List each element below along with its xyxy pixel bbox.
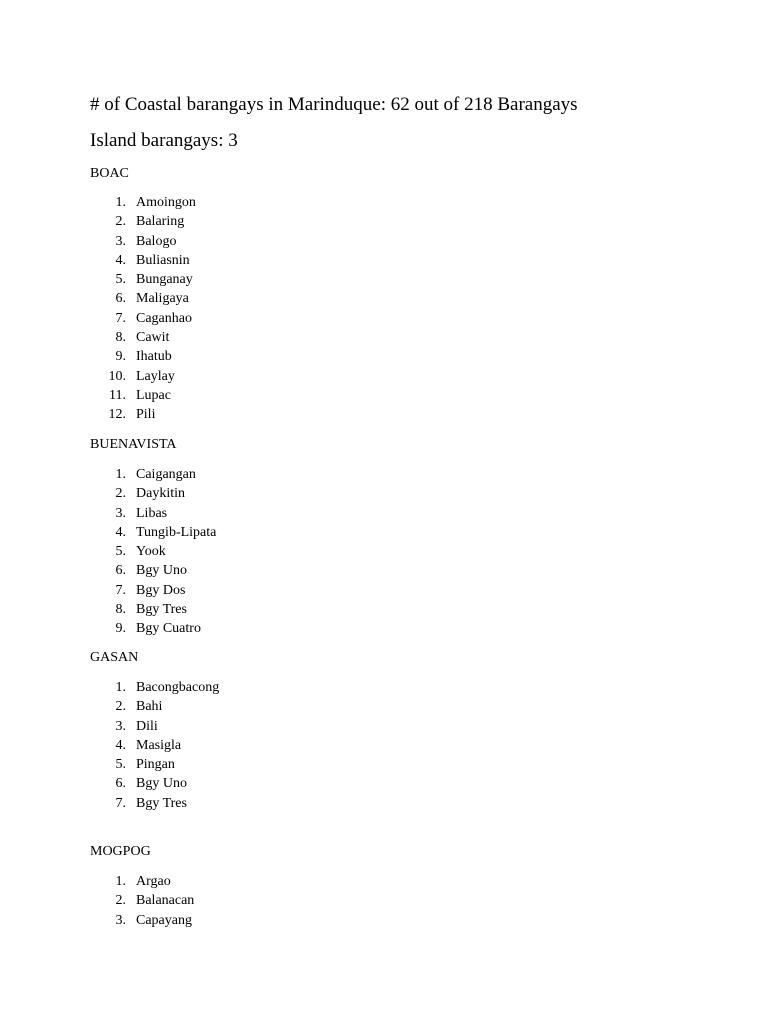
list-item	[100, 600, 216, 619]
list-item	[100, 561, 216, 580]
list-item-label: Argao	[136, 874, 171, 889]
list-item-number: 5.	[115, 544, 126, 560]
list-item-number: 3.	[115, 233, 126, 249]
list-item-label: Yook	[136, 544, 166, 560]
list-item-label: Bgy Dos	[136, 582, 186, 598]
list-item-label: Balogo	[136, 233, 177, 249]
list-item	[100, 309, 196, 328]
list-item-label: Cawit	[136, 330, 170, 346]
list-item-label: Bunganay	[136, 272, 193, 288]
list-item-number: 9.	[115, 621, 126, 637]
list-item-number: 6.	[115, 291, 126, 307]
list-item-label: Daykitin	[136, 486, 185, 502]
list-item-number: 7.	[115, 582, 126, 598]
list-item-number: 7.	[115, 310, 126, 326]
list-item-number: 2.	[115, 699, 126, 715]
list-item	[100, 774, 219, 793]
list-item-number: 5.	[115, 757, 126, 773]
list-item-number: 12.	[108, 407, 126, 423]
coastal-barangays-heading: # of Coastal barangays in Marinduque: 62 out of 218 Barangays	[90, 94, 578, 115]
list-item-label: Bgy Cuatro	[136, 621, 201, 637]
list-item-label: Pili	[136, 407, 156, 423]
list-item	[100, 717, 219, 736]
list-item-label: Libas	[136, 505, 168, 521]
list-item-number: 11.	[109, 387, 126, 403]
list-item-label: Masigla	[136, 737, 182, 753]
list-item-number: 9.	[115, 349, 126, 365]
island-barangays-heading: Island barangays: 3	[90, 130, 238, 151]
list-item-label: Caganhao	[136, 310, 192, 326]
list-item-number: 1.	[115, 680, 126, 695]
list-item-number: 4.	[115, 524, 126, 540]
list-item-label: Bacongbacong	[136, 680, 220, 695]
list-item	[100, 289, 196, 308]
list-item-number: 5.	[115, 272, 126, 288]
list-item-number: 2.	[115, 486, 126, 502]
list-item	[100, 347, 196, 366]
list-item	[100, 484, 216, 503]
list-item-label: Buliasnin	[136, 252, 190, 268]
list-item-number: 1.	[115, 874, 126, 889]
list-item-label: Pingan	[136, 757, 175, 773]
list-item	[100, 736, 219, 755]
list-item	[100, 542, 216, 561]
list-item	[100, 911, 194, 930]
list-item	[100, 678, 219, 697]
list-item-number: 7.	[115, 795, 126, 811]
list-item	[100, 891, 194, 910]
list-item-number: 3.	[115, 912, 126, 928]
list-item	[100, 581, 216, 600]
list-item-label: Bgy Uno	[136, 563, 187, 579]
list-item-number: 3.	[115, 505, 126, 521]
list-item-number: 4.	[115, 737, 126, 753]
list-item-number: 2.	[115, 214, 126, 230]
section-title-mogpog: MOGPOG	[90, 844, 151, 859]
list-item-label: Amoingon	[136, 195, 196, 210]
list-item	[100, 794, 219, 813]
list-item-number: 6.	[115, 563, 126, 579]
barangay-list-boac	[100, 193, 196, 425]
list-item	[100, 251, 196, 270]
barangay-list-gasan	[100, 678, 219, 813]
list-item-number: 4.	[115, 252, 126, 268]
section-title-boac: BOAC	[90, 166, 129, 181]
list-item	[100, 367, 196, 386]
list-item-number: 2.	[115, 893, 126, 909]
list-item-label: Maligaya	[136, 291, 189, 307]
list-item-number: 3.	[115, 718, 126, 734]
list-item	[100, 755, 219, 774]
list-item-label: Lupac	[136, 387, 171, 403]
list-item	[100, 212, 196, 231]
list-item-number: 1.	[115, 195, 126, 210]
list-item	[100, 523, 216, 542]
list-item	[100, 232, 196, 251]
list-item-number: 10.	[108, 368, 126, 384]
barangay-list-mogpog	[100, 872, 194, 930]
list-item	[100, 504, 216, 523]
barangay-list-buenavista	[100, 465, 216, 639]
list-item	[100, 328, 196, 347]
list-item-label: Bgy Tres	[136, 795, 187, 811]
list-item-number: 1.	[115, 467, 126, 482]
list-item-number: 8.	[115, 330, 126, 346]
list-item	[100, 465, 216, 484]
list-item	[100, 872, 194, 891]
list-item-label: Bgy Uno	[136, 776, 187, 792]
list-item-label: Laylay	[136, 368, 175, 384]
list-item-label: Caigangan	[136, 467, 196, 482]
section-title-buenavista: BUENAVISTA	[90, 437, 177, 452]
list-item-label: Capayang	[136, 912, 192, 928]
list-item-label: Balaring	[136, 214, 185, 230]
list-item	[100, 697, 219, 716]
list-item-label: Bahi	[136, 699, 163, 715]
list-item-label: Tungib-Lipata	[136, 524, 217, 540]
list-item	[100, 386, 196, 405]
list-item-label: Bgy Tres	[136, 602, 187, 618]
list-item	[100, 193, 196, 212]
list-item-number: 6.	[115, 776, 126, 792]
list-item	[100, 270, 196, 289]
section-title-gasan: GASAN	[90, 650, 139, 665]
list-item-number: 8.	[115, 602, 126, 618]
list-item	[100, 405, 196, 424]
list-item	[100, 619, 216, 638]
list-item-label: Dili	[136, 718, 158, 734]
list-item-label: Ihatub	[136, 349, 172, 365]
list-item-label: Balanacan	[136, 893, 195, 909]
